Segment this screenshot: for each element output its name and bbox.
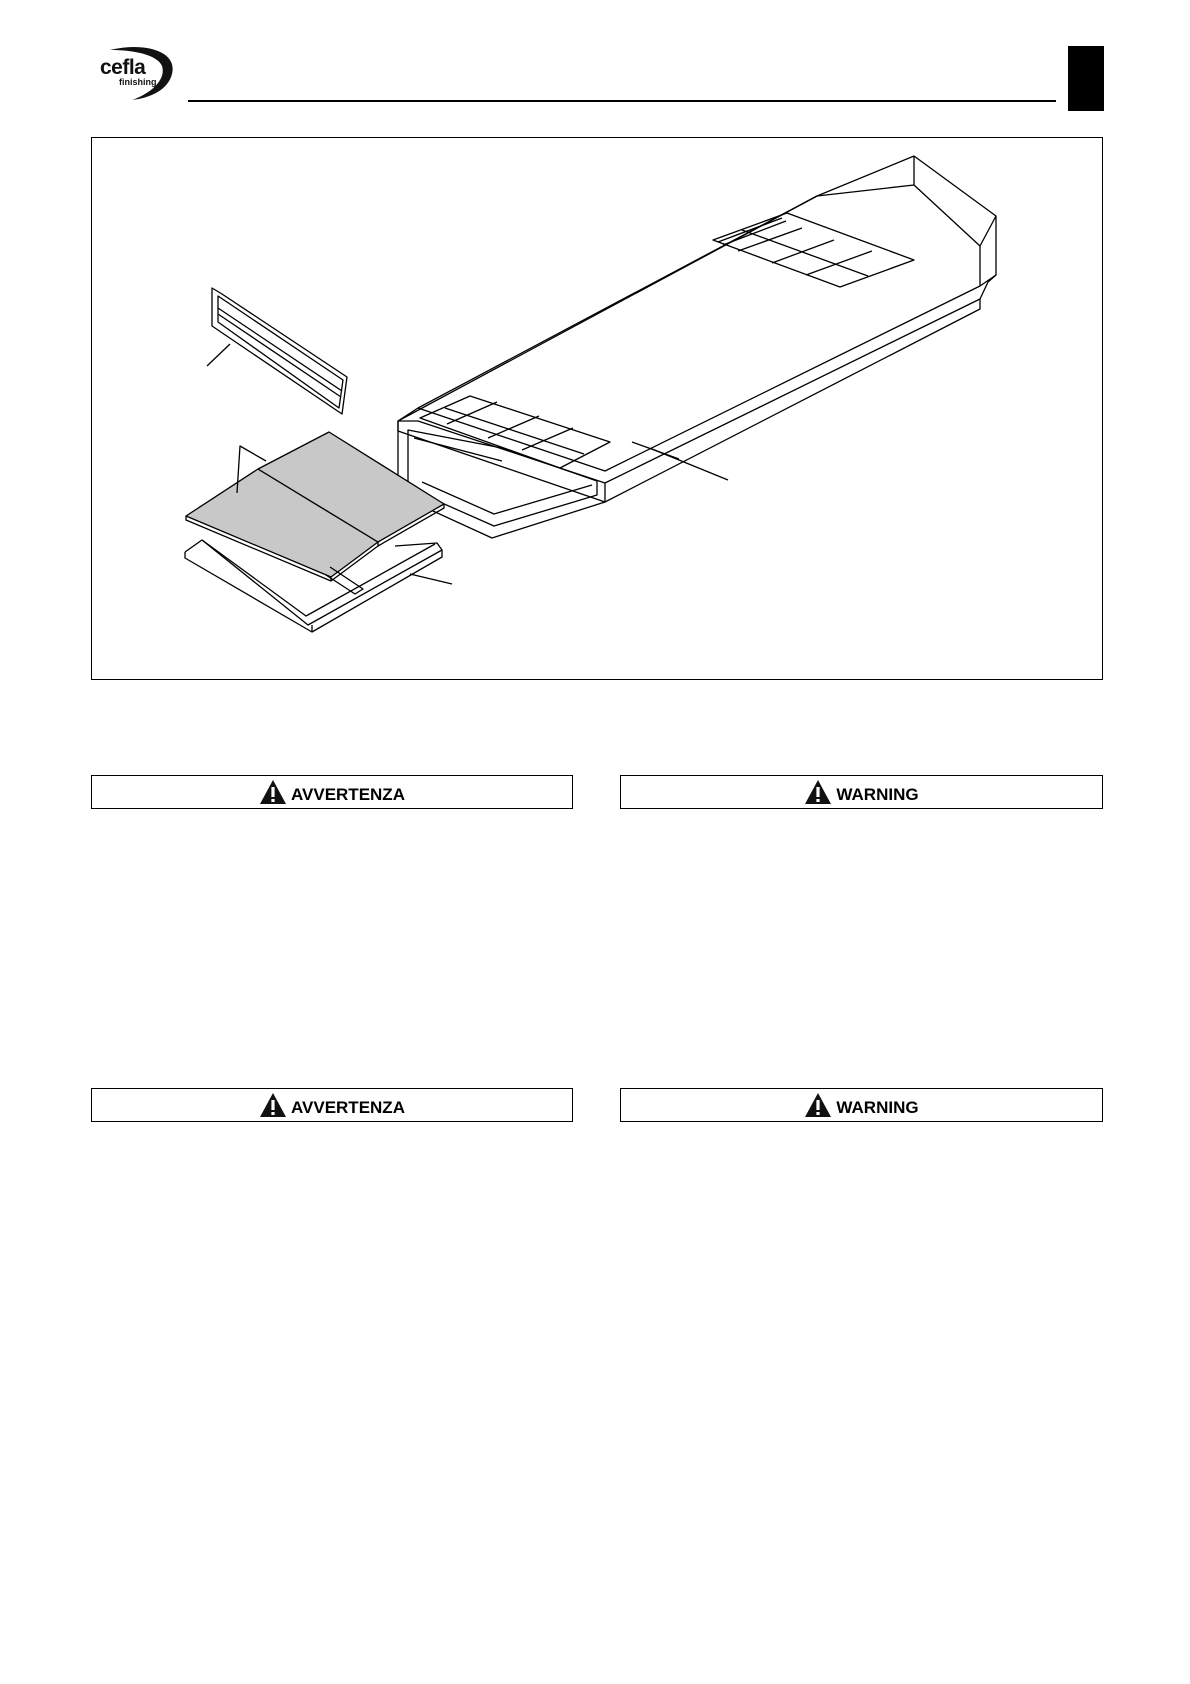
warning-label: WARNING [836,784,919,804]
warning-triangle-icon [259,1092,287,1118]
cefla-finishing-logo [92,44,178,102]
warning-label: AVVERTENZA [291,784,405,804]
logo-brand-text: cefla [100,56,146,79]
logo-subtitle-text: finishing [119,77,157,87]
warning-label: WARNING [836,1097,919,1117]
warning-header-it-2 [91,1088,573,1122]
figure-frame [91,137,1103,680]
warning-header-it-1 [91,775,573,809]
warning-header-en-1 [620,775,1103,809]
duct-body [398,156,996,538]
warning-label: AVVERTENZA [291,1097,405,1117]
section-tab-marker [1068,46,1104,111]
warning-triangle-icon [804,779,832,805]
header-rule [188,100,1056,102]
warning-triangle-icon [259,779,287,805]
warning-header-en-2 [620,1088,1103,1122]
warning-triangle-icon [804,1092,832,1118]
side-filter-panel [207,288,347,414]
duct-assembly-drawing [92,138,1102,679]
